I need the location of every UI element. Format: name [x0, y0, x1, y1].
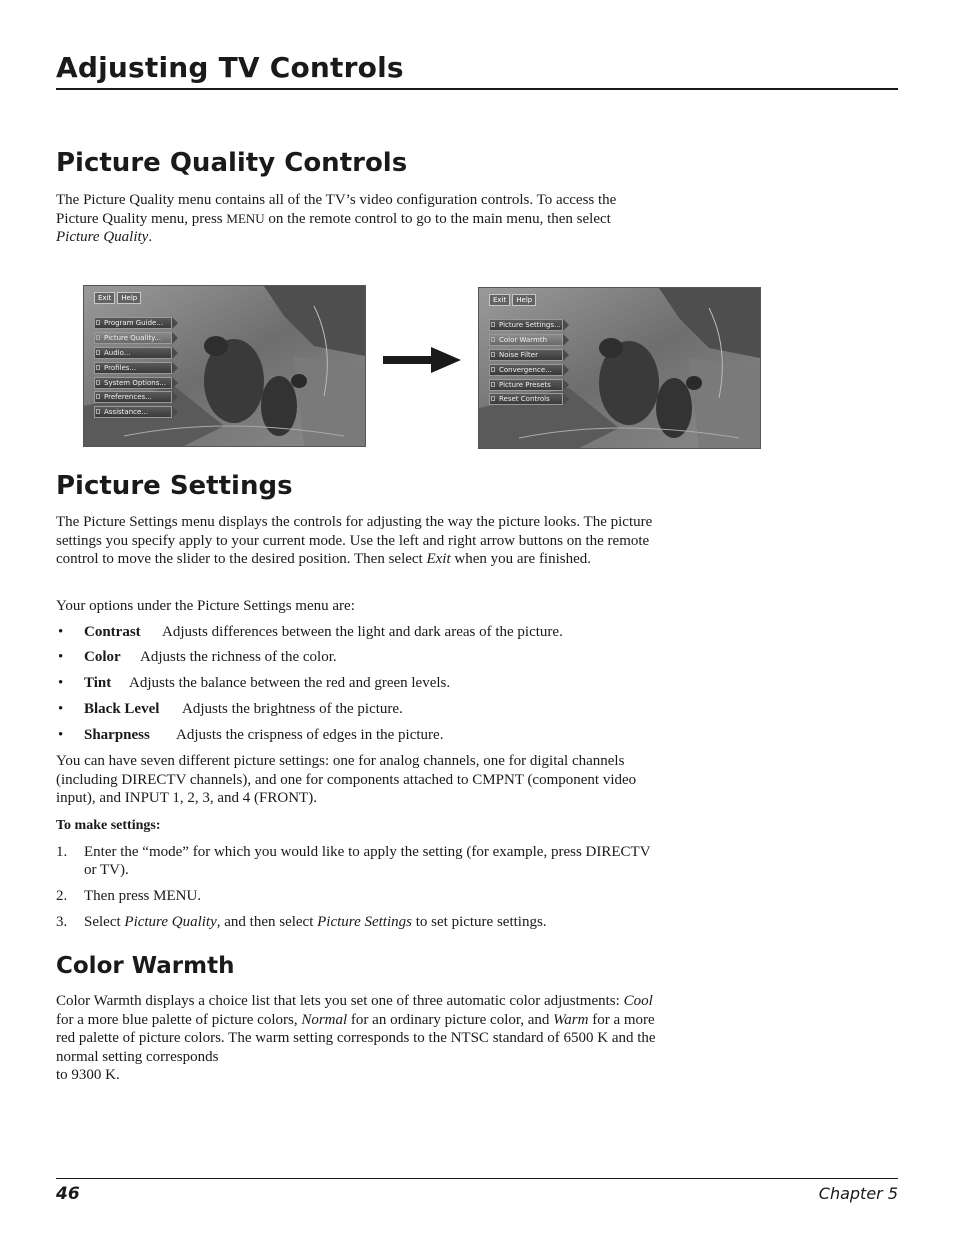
bullet-term: Tint [84, 675, 112, 691]
cw-text-e: to 9300 K. [56, 1067, 120, 1084]
cw-text-b: for a more blue palette of picture colors, [56, 1011, 302, 1028]
left-menu-topbar [84, 286, 143, 310]
section-heading-picture-settings: Picture Settings [56, 471, 293, 501]
step-number: 1. [56, 844, 68, 860]
menu-item-label: Color Warmth [499, 335, 548, 344]
bullet-term: Black Level [84, 701, 160, 717]
step-text: Then press MENU. [84, 888, 202, 904]
menu-item-label: Audio... [104, 348, 131, 357]
step3-em1: Picture Quality [124, 914, 217, 930]
pq-menu-key: MENU [226, 210, 265, 226]
step-number: 2. [56, 888, 68, 904]
chapter-label: Chapter 5 [818, 1184, 898, 1203]
pq-text-end: . [148, 229, 153, 246]
pq-text-1: The Picture Quality menu contains all of the TV’s video configuration controls. To access the Picture Quality menu, press [56, 192, 617, 227]
ps-text-end: when you are finished. [450, 551, 592, 568]
menu-item-label: System Options... [104, 378, 167, 387]
menu-item-label: Convergence... [499, 365, 552, 374]
cw-text-a: Color Warmth displays a choice list that lets you set one of three automatic color adjustments: [56, 993, 624, 1009]
picture-quality-paragraph [56, 191, 656, 247]
bullet-term: Contrast [84, 624, 141, 640]
step-text [84, 913, 676, 931]
cw-text-d: for a more red palette of picture colors. The warm setting corresponds to the NTSC standard of 6500 K and the normal setting corresponds [56, 1011, 656, 1065]
picture-quality-menu-screenshot [478, 287, 761, 449]
bullet-term: Color [84, 649, 121, 665]
footer-rule [56, 1178, 898, 1179]
pq-text-2: on the remote control to go to the main menu, then select [264, 210, 611, 227]
seven-settings-paragraph: You can have seven different picture settings: one for analog channels, one for digital channels (including DIRECTV channels), and one for components attached to CMPNT (component video input), and INPUT 1, 2, 3, and 4 (FRONT). [56, 753, 637, 807]
picture-settings-paragraph [56, 513, 668, 569]
menu-item-label: Profiles... [104, 363, 137, 372]
cw-text-c: for an ordinary picture color, and [347, 1011, 554, 1028]
ps-emphasis: Exit [426, 551, 451, 568]
step3-em2: Picture Settings [317, 914, 412, 930]
menu-item-label: Picture Settings... [499, 321, 561, 329]
main-menu-screenshot [83, 285, 366, 447]
step-number: 3. [56, 914, 68, 930]
menu-item-label: Picture Quality... [104, 333, 161, 342]
exit-button[interactable]: Exit [489, 294, 510, 306]
right-menu-topbar [479, 288, 538, 312]
bullet-desc: Adjusts the balance between the red and green levels. [129, 675, 451, 691]
page-header [56, 50, 898, 86]
help-button[interactable]: Help [512, 294, 536, 306]
step3-pre: Select [84, 914, 125, 930]
menu-item-label: Assistance... [104, 408, 148, 417]
bullet-desc: Adjusts differences between the light and dark areas of the picture. [162, 624, 563, 640]
help-button[interactable]: Help [117, 292, 141, 304]
bullet-desc: Adjusts the richness of the color. [140, 649, 337, 665]
step3-post: to set picture settings. [411, 914, 547, 930]
step-text: Enter the “mode” for which you would like to apply the setting (for example, press DIRECTV or TV). [84, 844, 651, 878]
cw-em-warm: Warm [553, 1011, 589, 1028]
menu-item-label: Noise Filter [499, 350, 538, 359]
ps-text-1: The Picture Settings menu displays the controls for adjusting the way the picture looks. The picture settings you specify apply to your current mode. Use the left and right arrow buttons on the remote control to move the slider to the desired position. Then select [56, 514, 653, 568]
page-title: Adjusting TV Controls [56, 51, 404, 84]
bullet-desc: Adjusts the brightness of the picture. [182, 701, 403, 717]
menu-item-label: Reset Controls [499, 395, 550, 404]
bullet-desc: Adjusts the crispness of edges in the picture. [176, 727, 444, 743]
options-intro: Your options under the Picture Settings menu are: [56, 598, 355, 614]
bullet-term: Sharpness [84, 727, 150, 743]
menu-item-label: Picture Presets [499, 380, 551, 389]
menu-item-label: Preferences... [104, 393, 152, 402]
step3-mid: , and then select [216, 914, 318, 930]
section-heading-picture-quality: Picture Quality Controls [56, 148, 408, 178]
pq-emphasis: Picture Quality [56, 229, 149, 246]
exit-button[interactable]: Exit [94, 292, 115, 304]
header-rule [56, 88, 898, 90]
cw-em-cool: Cool [623, 993, 653, 1009]
page-number: 46 [56, 1184, 80, 1204]
section-heading-color-warmth: Color Warmth [56, 953, 235, 979]
right-arrow-icon [383, 345, 463, 375]
color-warmth-paragraph [56, 992, 672, 1085]
menu-item-label: Program Guide... [104, 319, 163, 327]
steps-title: To make settings: [56, 818, 161, 833]
cw-em-normal: Normal [301, 1011, 348, 1028]
